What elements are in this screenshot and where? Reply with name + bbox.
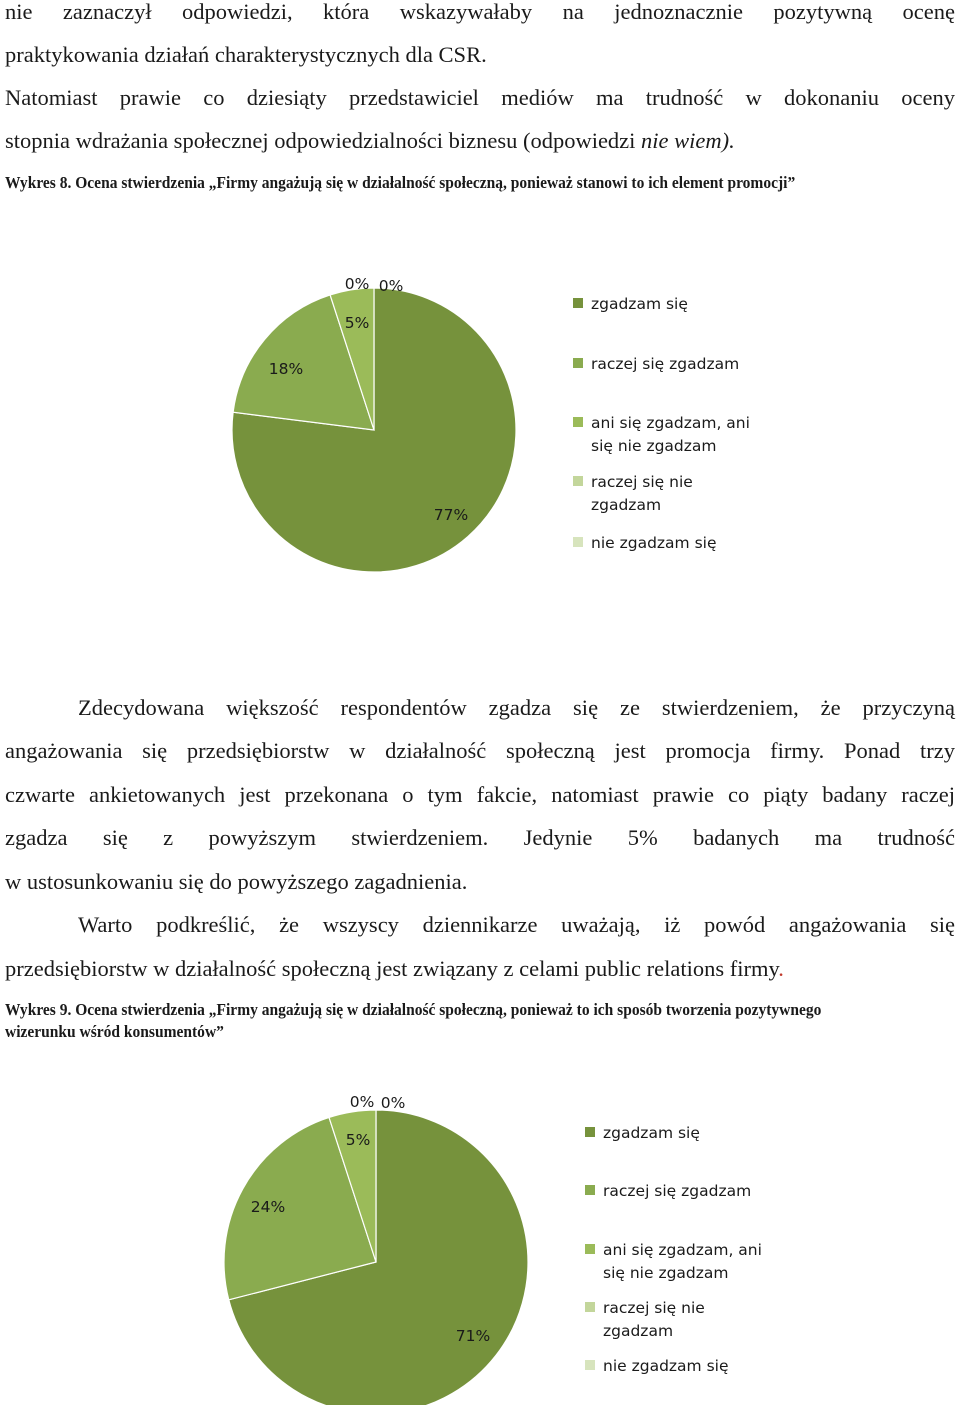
pie-value-label-1: 77% [433, 506, 469, 524]
pie-chart-1 [0, 255, 960, 585]
intro-line-4-italic: nie wiem). [641, 128, 735, 153]
chart1-caption-label: Wykres 8. [5, 173, 72, 192]
legend-swatch-4 [585, 1302, 595, 1312]
body-para1-line-5: w ustosunkowaniu się do powyższego zagadnienia. [5, 869, 468, 894]
body-para1-line-4: zgadza się z powyższym stwierdzeniem. Jedynie 5% badanych ma trudność [5, 825, 955, 850]
legend-label-4: zgadzam [591, 496, 662, 514]
legend-label-3: się nie zgadzam [603, 1264, 729, 1282]
legend-label-5: nie zgadzam się [603, 1357, 729, 1375]
legend-label-2: raczej się zgadzam [603, 1182, 752, 1200]
legend-label-1: zgadzam się [603, 1124, 700, 1142]
pie-value-label-3: 5% [345, 1131, 371, 1149]
intro-line-2: praktykowania działań charakterystycznych dla CSR. [5, 42, 487, 67]
legend-swatch-1 [585, 1127, 595, 1137]
chart2-caption [5, 999, 879, 1043]
pie-value-label-4: 0% [349, 1093, 375, 1111]
pie-value-label-3: 5% [344, 314, 370, 332]
legend-swatch-2 [585, 1185, 595, 1195]
body-para2-line-2 [5, 947, 955, 991]
intro-line-1: nie zaznaczył odpowiedzi, która wskazywałaby na jednoznacznie pozytywną ocenę [5, 0, 955, 24]
intro-line-3: Natomiast prawie co dziesiąty przedstawiciel mediów ma trudność w dokonaniu oceny [5, 85, 955, 110]
legend-swatch-2 [573, 358, 583, 368]
pie-value-label-1: 71% [455, 1327, 491, 1345]
legend-label-2: raczej się zgadzam [591, 355, 740, 373]
pie-value-label-4: 0% [344, 275, 370, 293]
pie-value-label-2: 18% [268, 360, 304, 378]
pie-value-label-5: 0% [378, 277, 404, 295]
legend-swatch-5 [585, 1360, 595, 1370]
legend-label-4: zgadzam [603, 1322, 674, 1340]
body-para2-line-2-text: przedsiębiorstw w działalność społeczną jest związany z celami public relations firmy [5, 956, 779, 981]
legend-swatch-1 [573, 298, 583, 308]
legend-swatch-5 [573, 537, 583, 547]
legend-label-1: zgadzam się [591, 295, 688, 313]
legend-label-3: ani się zgadzam, ani [591, 414, 750, 432]
chart1-caption-text: Ocena stwierdzenia „Firmy angażują się w działalność społeczną, ponieważ stanowi to ich element promocji” [75, 173, 796, 192]
chart2-caption-label: Wykres 9. [5, 1000, 72, 1019]
body-para1-line-3: czwarte ankietowanych jest przekonana o tym fakcie, natomiast prawie co piąty badany raczej [5, 782, 955, 807]
pie-chart-1-svg [0, 255, 960, 585]
legend-label-3: ani się zgadzam, ani [603, 1241, 762, 1259]
body-para2-dot: . [778, 956, 784, 981]
intro-line-4-text: stopnia wdrażania społecznej odpowiedzialności biznesu (odpowiedzi [5, 128, 642, 153]
legend-label-5: nie zgadzam się [591, 534, 717, 552]
pie-value-label-5: 0% [380, 1094, 406, 1112]
legend-label-4: raczej się nie [603, 1299, 705, 1317]
pie-chart-2 [0, 1075, 960, 1405]
intro-line-4 [5, 119, 955, 163]
legend-swatch-3 [585, 1244, 595, 1254]
body-para1-line-1: Zdecydowana większość respondentów zgadza się ze stwierdzeniem, że przyczyną [78, 695, 955, 720]
chart2-caption-text: Ocena stwierdzenia „Firmy angażują się w działalność społeczną, ponieważ to ich sposób tworzenia pozytywnego wizerunku wśród konsumentów” [5, 1000, 822, 1041]
body-para1-line-2: angażowania się przedsiębiorstw w działalność społeczną jest promocja firmy. Ponad trzy [5, 738, 955, 763]
legend-label-3: się nie zgadzam [591, 437, 717, 455]
pie-chart-2-svg [0, 1075, 960, 1405]
chart1-caption [5, 172, 879, 194]
body-para2-line-1: Warto podkreślić, że wszyscy dziennikarze uważają, iż powód angażowania się [78, 912, 955, 937]
legend-label-4: raczej się nie [591, 473, 693, 491]
legend-swatch-4 [573, 476, 583, 486]
legend-swatch-3 [573, 417, 583, 427]
pie-value-label-2: 24% [250, 1198, 286, 1216]
